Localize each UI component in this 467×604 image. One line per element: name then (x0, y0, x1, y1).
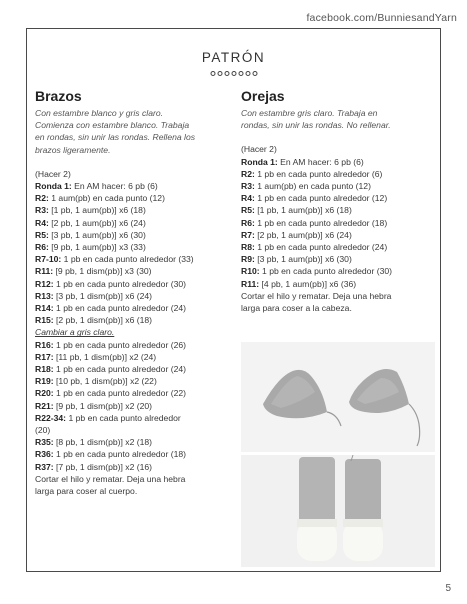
round-instruction: 1 pb en cada punto alrededor (12) (254, 193, 388, 204)
arms-repeat-note: (Hacer 2) (35, 168, 71, 179)
round-label: R10: (241, 266, 260, 277)
round-instruction: [9 pb, 1 dism(pb)] x2 (20) (53, 400, 153, 411)
ornament-circle-icon (238, 71, 243, 76)
arms-round-row (35, 339, 232, 351)
round-label: R14: (35, 303, 54, 314)
round-instruction: 1 pb en cada punto alrededor (66, 412, 181, 423)
round-instruction: [3 pb, 1 aum(pb)] x6 (30) (48, 229, 146, 240)
ears-closing-line: Cortar el hilo y rematar. Deja una hebra (241, 290, 392, 301)
arms-heading: Brazos (35, 88, 82, 104)
arms-intro-line: en rondas, sin unir las rondas. Rellena los (35, 132, 196, 143)
r22-count: (20) (35, 425, 51, 436)
round-label: R4: (35, 217, 49, 228)
round-label: R20: (35, 388, 54, 399)
arms-round-row (35, 278, 232, 290)
facebook-url: facebook.com/BunniesandYarn (306, 12, 457, 24)
arms-intro-line: Con estambre blanco y gris claro. (35, 108, 164, 118)
round-instruction: [2 pb, 1 dism(pb)] x6 (18) (53, 315, 153, 326)
round-instruction: [9 pb, 1 aum(pb)] x3 (33) (48, 242, 146, 253)
ears-intro (241, 107, 435, 131)
arms-round-row (35, 192, 232, 204)
round-label: R18: (35, 364, 54, 375)
round-label: R16: (35, 339, 54, 350)
arms-round-row (35, 461, 232, 473)
round-instruction: 1 pb en cada punto alrededor (30) (259, 266, 392, 277)
arms-section (35, 88, 232, 497)
round-instruction: [2 pb, 1 aum(pb)] x6 (24) (48, 217, 146, 228)
page-title: PATRÓN (201, 50, 266, 65)
round-instruction: 1 aum(pb) en cada punto (12) (254, 181, 371, 192)
round-label: R36: (35, 449, 54, 460)
round-label: R6: (35, 242, 49, 253)
ears-repeat-note: (Hacer 2) (241, 144, 277, 155)
round-instruction: [9 pb, 1 dism(pb)] x3 (30) (53, 266, 152, 277)
round-label: R11: (241, 278, 260, 289)
round-label: R7-10: (35, 254, 62, 265)
arms-round-row (35, 204, 232, 216)
round-instruction: En AM hacer: 6 pb (6) (277, 156, 364, 167)
round-instruction: 1 pb en cada punto alrededor (18) (53, 449, 186, 460)
round-label: R11: (35, 266, 54, 277)
arms-round-row (35, 363, 232, 375)
ears-round-row (241, 192, 435, 204)
round-instruction: 1 pb en cada punto alrededor (22) (53, 388, 186, 399)
round-instruction: [3 pb, 1 aum(pb)] x6 (30) (254, 254, 352, 265)
arms-round-row (35, 448, 232, 460)
round-instruction: 1 pb en cada punto alrededor (6) (254, 168, 383, 179)
ornament-circle-icon (231, 71, 236, 76)
round-instruction: [1 pb, 1 aum(pb)] x6 (18) (254, 205, 352, 216)
ears-round-row (241, 204, 435, 216)
ears-round-row (241, 278, 435, 290)
ears-intro-line: rondas, sin unir las rondas. No rellenar. (241, 120, 391, 131)
arms-round-row (35, 229, 232, 241)
round-instruction: [10 pb, 1 dism(pb)] x2 (22) (53, 376, 157, 387)
ears-closing-line: larga para coser a la cabeza. (241, 303, 352, 314)
round-label: R8: (241, 242, 255, 253)
round-label: R15: (35, 315, 54, 326)
round-label: R4: (241, 193, 255, 204)
ears-round-row (241, 217, 435, 229)
arms-closing-line: larga para coser al cuerpo. (35, 486, 138, 497)
round-label: R35: (35, 437, 54, 448)
ears-round-row (241, 180, 435, 192)
round-instruction: [2 pb, 1 aum(pb)] x6 (24) (254, 229, 352, 240)
round-label: R2: (35, 193, 49, 204)
ears-round-row (241, 229, 435, 241)
arms-round-row (35, 253, 232, 265)
arms-round-row (35, 241, 232, 253)
ears-heading: Orejas (241, 88, 285, 104)
round-label: R5: (35, 229, 49, 240)
round-instruction: 1 pb en cada punto alrededor (24) (53, 364, 186, 375)
round-label: R17: (35, 351, 54, 362)
round-label: R3: (35, 205, 49, 216)
arms-intro-line: Comienza con estambre blanco. Trabaja (35, 120, 190, 131)
round-instruction: 1 pb en cada punto alrededor (24) (53, 303, 186, 314)
arms-round-row (35, 314, 232, 326)
round-label: Ronda 1: (35, 181, 72, 192)
color-change-note: Cambiar a gris claro. (35, 327, 115, 338)
arms-round-row (35, 375, 232, 387)
arms-photo (241, 455, 435, 567)
ears-round-row (241, 241, 435, 253)
round-instruction: 1 pb en cada punto alrededor (26) (53, 339, 186, 350)
ornament-circle-icon (224, 71, 229, 76)
round-label: R19: (35, 376, 54, 387)
round-label: R37: (35, 461, 54, 472)
arms-round-row (35, 180, 232, 192)
arms-round-row (35, 290, 232, 302)
ears-intro-line: Con estambre gris claro. Trabaja en (241, 108, 378, 118)
ornament-circle-icon (245, 71, 250, 76)
round-label: R22-34: (35, 412, 67, 423)
round-instruction: [7 pb, 1 dism(pb)] x2 (16) (53, 461, 153, 472)
round-instruction: 1 pb en cada punto alrededor (24) (254, 242, 388, 253)
round-label: Ronda 1: (241, 156, 278, 167)
arms-round-row (35, 351, 232, 363)
round-label: R2: (241, 168, 255, 179)
round-label: R13: (35, 290, 54, 301)
arms-closing-line: Cortar el hilo y rematar. Deja una hebra (35, 473, 186, 484)
round-instruction: [4 pb, 1 aum(pb)] x6 (36) (259, 278, 357, 289)
round-instruction: [3 pb, 1 dism(pb)] x6 (24) (53, 290, 153, 301)
ears-round-row (241, 168, 435, 180)
ears-round-row (241, 253, 435, 265)
round-label: R6: (241, 217, 255, 228)
arms-round-row (35, 436, 232, 448)
arms-round-row (35, 412, 232, 424)
round-label: R7: (241, 229, 255, 240)
round-instruction: En AM hacer: 6 pb (6) (71, 181, 158, 192)
round-instruction: 1 pb en cada punto alrededor (30) (53, 278, 186, 289)
round-label: R5: (241, 205, 255, 216)
ears-round-row (241, 156, 435, 168)
round-label: R3: (241, 181, 255, 192)
ornament-circle-icon (252, 71, 257, 76)
ornament-circle-icon (217, 71, 222, 76)
round-instruction: [8 pb, 1 dism(pb)] x2 (18) (53, 437, 153, 448)
arms-round-row (35, 400, 232, 412)
round-label: R21: (35, 400, 54, 411)
round-instruction: 1 pb en cada punto alrededor (18) (254, 217, 388, 228)
round-instruction: 1 pb en cada punto alrededor (33) (61, 254, 194, 265)
round-instruction: [11 pb, 1 dism(pb)] x2 (24) (53, 351, 157, 362)
round-instruction: 1 aum(pb) en cada punto (12) (48, 193, 165, 204)
arms-round-row (35, 265, 232, 277)
title-ornament (210, 71, 257, 76)
arms-round-row (35, 387, 232, 399)
round-label: R9: (241, 254, 255, 265)
arms-intro (35, 107, 232, 156)
arms-intro-line: brazos ligeramente. (35, 144, 111, 155)
ears-round-row (241, 265, 435, 277)
round-instruction: [1 pb, 1 aum(pb)] x6 (18) (48, 205, 146, 216)
arms-round-row (35, 302, 232, 314)
arms-round-row (35, 217, 232, 229)
ears-photo (241, 342, 435, 452)
page-number: 5 (445, 583, 451, 594)
ornament-circle-icon (210, 71, 215, 76)
round-label: R12: (35, 278, 54, 289)
ears-section (241, 88, 435, 314)
